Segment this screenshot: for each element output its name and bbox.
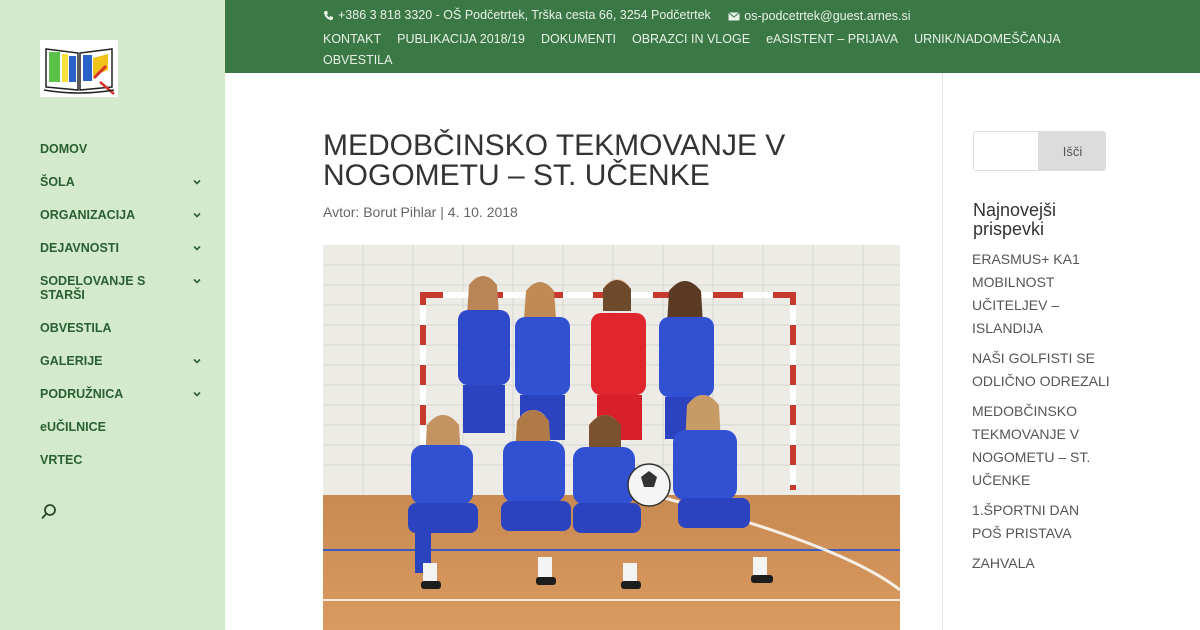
top-header (225, 0, 1200, 73)
sidebar-item-obvestila[interactable] (40, 321, 170, 335)
sidebar-item-label: VRTEC (40, 453, 83, 467)
content-divider (942, 73, 943, 630)
topnav-dokumenti[interactable]: DOKUMENTI (540, 32, 616, 46)
sidebar-item-vrtec[interactable] (40, 453, 170, 467)
recent-post-link[interactable]: MEDOBČINSKO TEKMOVANJE V NOGOMETU – ST. UČENKE (972, 403, 1091, 488)
topnav-obvestila[interactable]: OBVESTILA (323, 53, 393, 67)
sidebar-item-label: GALERIJE (40, 354, 103, 368)
author-prefix: Avtor: (323, 204, 364, 220)
search-button[interactable]: Išči (1038, 132, 1106, 170)
sidebar-item-domov[interactable] (40, 142, 170, 156)
chevron-down-icon[interactable] (192, 210, 202, 220)
recent-post-link[interactable]: NAŠI GOLFISTI SE ODLIČNO ODREZALI (972, 350, 1110, 389)
left-sidebar (0, 0, 225, 630)
sidebar-item-sodelovanje[interactable] (40, 274, 150, 302)
meta-separator: | (436, 204, 448, 220)
sidebar-search (973, 131, 1106, 171)
topnav-easistent[interactable]: eASISTENT – PRIJAVA (766, 32, 899, 46)
recent-post-link[interactable]: ERASMUS+ KA1 MOBILNOST UČITELJEV – ISLANDIJA (972, 251, 1080, 336)
recent-post-link[interactable]: ZAHVALA (972, 555, 1035, 571)
recent-posts-list (972, 248, 1112, 582)
envelope-icon (728, 12, 740, 21)
chevron-down-icon[interactable] (192, 276, 202, 286)
phone-text: +386 3 818 3320 - OŠ Podčetrtek, Trška cesta 66, 3254 Podčetrtek (338, 8, 711, 22)
topnav-publikacija[interactable]: PUBLIKACIJA 2018/19 (397, 32, 525, 46)
search-icon[interactable] (40, 503, 58, 521)
sidebar-item-label: ORGANIZACIJA (40, 208, 136, 222)
sidebar-item-eucilnice[interactable] (40, 420, 170, 434)
post-date: 4. 10. 2018 (447, 204, 518, 220)
search-input[interactable] (974, 132, 1038, 170)
sidebar-item-label: OBVESTILA (40, 321, 112, 335)
sidebar-item-label: SODELOVANJE S STARŠI (40, 274, 146, 302)
contact-info (323, 8, 925, 24)
email-link[interactable]: os-podcetrtek@guest.arnes.si (744, 9, 911, 23)
sidebar-item-podruznica[interactable] (40, 387, 170, 401)
sidebar-item-label: DEJAVNOSTI (40, 241, 119, 255)
topnav-obrazci[interactable]: OBRAZCI IN VLOGE (631, 32, 751, 46)
sidebar-item-dejavnosti[interactable] (40, 241, 170, 255)
sidebar-item-galerije[interactable] (40, 354, 170, 368)
team-photo (323, 245, 900, 630)
email-item[interactable] (728, 9, 910, 23)
sidebar-item-organizacija[interactable] (40, 208, 170, 222)
top-nav (323, 29, 1083, 71)
chevron-down-icon[interactable] (192, 243, 202, 253)
sidebar-item-label: PODRUŽNICA (40, 387, 124, 401)
recent-post-link[interactable]: 1.ŠPORTNI DAN POŠ PRISTAVA (972, 502, 1080, 541)
sidebar-item-sola[interactable] (40, 175, 170, 189)
chevron-down-icon[interactable] (192, 389, 202, 399)
topnav-kontakt[interactable]: KONTAKT (323, 32, 382, 46)
featured-image (323, 245, 900, 630)
post-title: MEDOBČINSKO TEKMOVANJE V NOGOMETU – ST. UČENKE (323, 129, 786, 192)
sidebar-item-label: DOMOV (40, 142, 88, 156)
phone-item (323, 8, 711, 22)
school-logo[interactable] (40, 40, 118, 97)
sidebar-item-label: eUČILNICE (40, 420, 106, 434)
author-link[interactable]: Borut Pihlar (363, 204, 437, 220)
sidebar-item-label: ŠOLA (40, 175, 75, 189)
chevron-down-icon[interactable] (192, 177, 202, 187)
phone-icon (323, 10, 334, 21)
book-logo-icon (40, 40, 118, 97)
topnav-urnik[interactable]: URNIK/NADOMEŠČANJA (914, 32, 1061, 46)
recent-posts-title: Najnovejši prispevki (973, 200, 1057, 239)
chevron-down-icon[interactable] (192, 356, 202, 366)
post-meta (323, 204, 518, 220)
